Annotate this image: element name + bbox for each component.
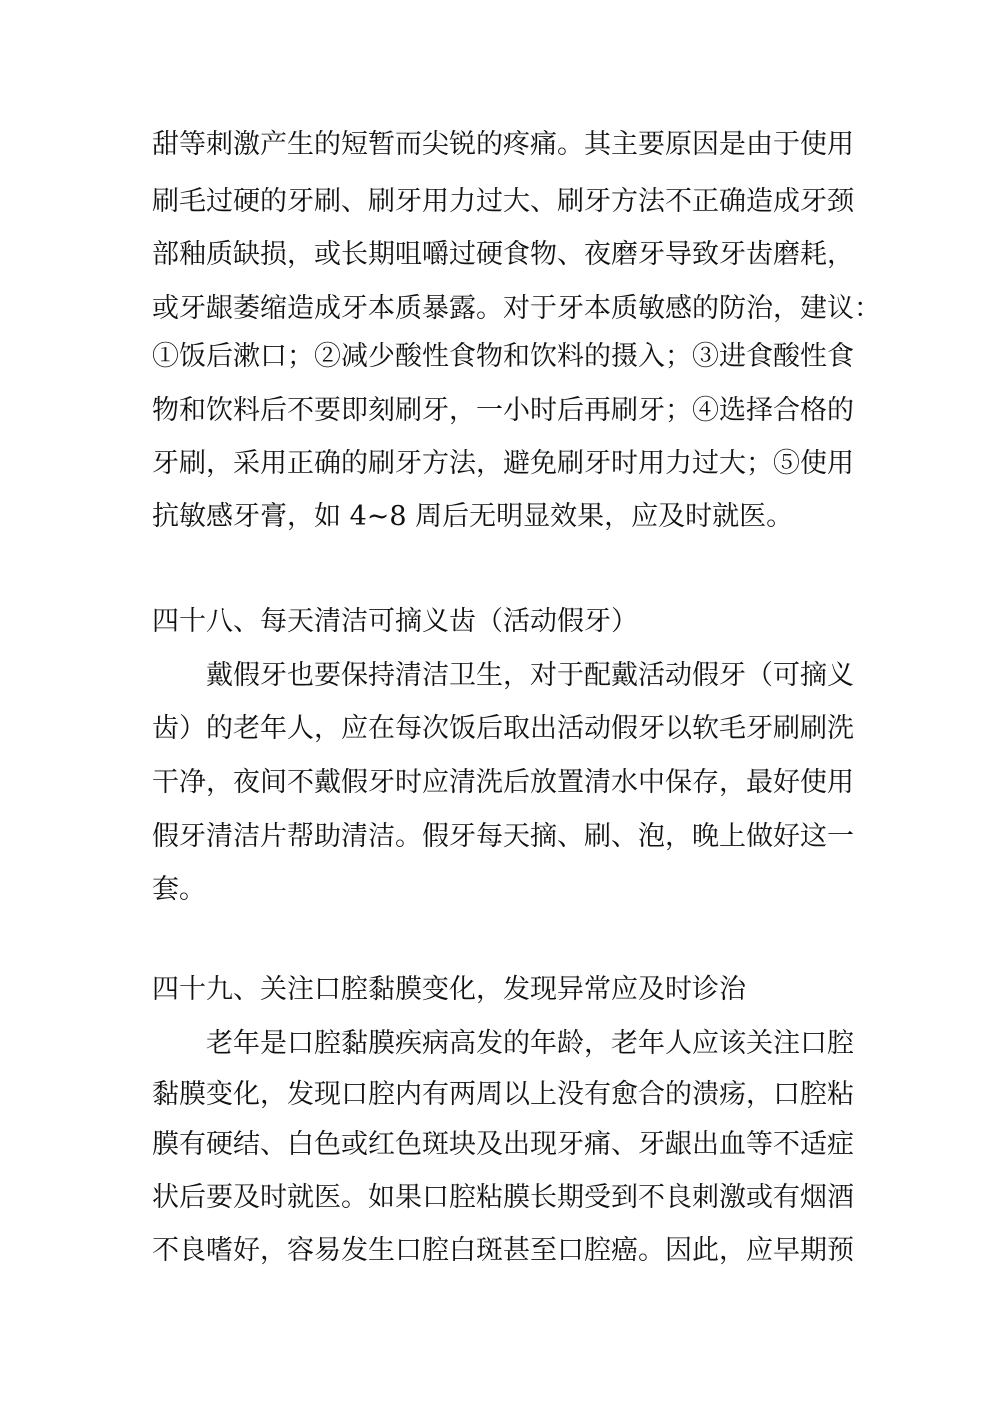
paragraph-line: 刷毛过硬的牙刷、刷牙用力过大、刷牙方法不正确造成牙颈 [152,186,854,217]
section-heading: 四十九、关注口腔黏膜变化，发现异常应及时诊治 [152,974,746,1005]
paragraph-line: 物和饮料后不要即刻刷牙，一小时后再刷牙；④选择合格的 [152,395,854,426]
paragraph-line: 戴假牙也要保持清洁卫生，对于配戴活动假牙（可摘义 [206,660,854,691]
paragraph-line: 老年是口腔黏膜疾病高发的年龄，老年人应该关注口腔 [206,1028,854,1059]
paragraph-line: 假牙清洁片帮助清洁。假牙每天摘、刷、泡，晚上做好这一 [152,821,854,852]
paragraph-line: 膜有硬结、白色或红色斑块及出现牙痛、牙龈出血等不适症 [152,1129,854,1160]
paragraph-line: 抗敏感牙膏，如 4~8 周后无明显效果，应及时就医。 [152,501,794,532]
paragraph-line: 黏膜变化，发现口腔内有两周以上没有愈合的溃疡，口腔粘 [152,1079,854,1110]
paragraph-line: 或牙龈萎缩造成牙本质暴露。对于牙本质敏感的防治，建议： [152,293,881,324]
paragraph-line: 套。 [152,874,206,905]
paragraph-line: 牙刷，采用正确的刷牙方法，避免刷牙时用力过大；⑤使用 [152,448,854,479]
paragraph-line: 甜等刺激产生的短暂而尖锐的疼痛。其主要原因是由于使用 [152,129,854,160]
paragraph-line: ①饭后漱口；②减少酸性食物和饮料的摄入；③进食酸性食 [152,341,854,372]
paragraph-line: 不良嗜好，容易发生口腔白斑甚至口腔癌。因此，应早期预 [152,1235,854,1266]
paragraph-line: 部釉质缺损，或长期咀嚼过硬食物、夜磨牙导致牙齿磨耗， [152,239,854,270]
paragraph-line: 齿）的老年人，应在每次饭后取出活动假牙以软毛牙刷刷洗 [152,713,854,744]
paragraph-line: 状后要及时就医。如果口腔粘膜长期受到不良刺激或有烟酒 [152,1182,854,1213]
section-heading: 四十八、每天清洁可摘义齿（活动假牙） [152,606,638,637]
paragraph-line: 干净，夜间不戴假牙时应清洗后放置清水中保存，最好使用 [152,767,854,798]
